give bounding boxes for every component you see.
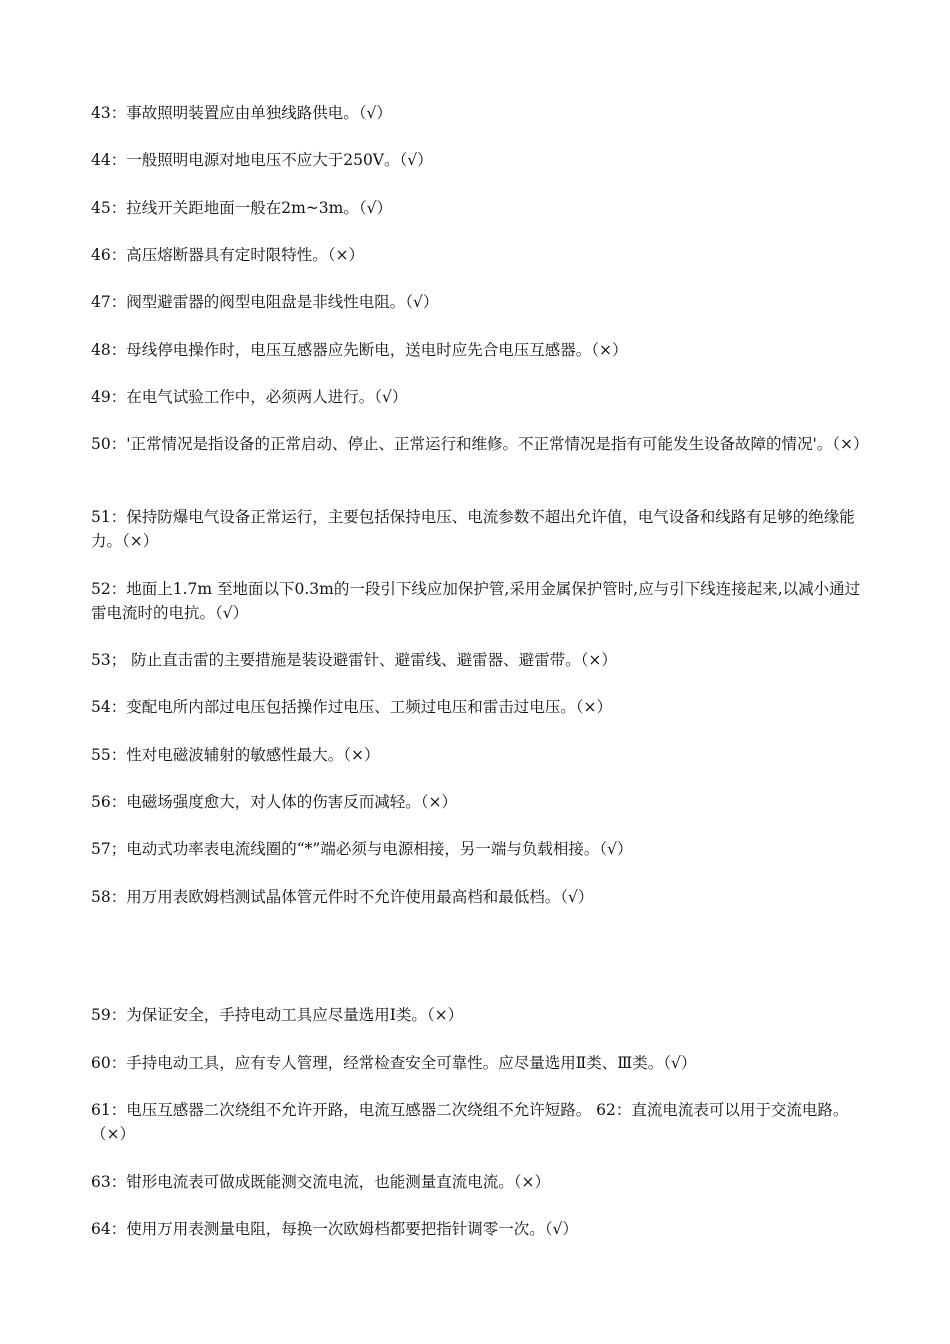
question-56: 56：电磁场强度愈大，对人体的伤害反而减轻。（×） (91, 793, 457, 811)
question-47: 47：阀型避雷器的阀型电阻盘是非线性电阻。（√） (91, 293, 439, 311)
question-53: 53； 防止直击雷的主要措施是装设避雷针、避雷线、避雷器、避雷带。（×） (91, 651, 617, 669)
question-49: 49：在电气试验工作中，必须两人进行。（√） (91, 388, 408, 406)
question-51: 51：保持防爆电气设备正常运行，主要包括保持电压、电流参数不超出允许值，电气设备和线路有足够的绝缘能力。（×） (91, 508, 855, 550)
question-54: 54：变配电所内部过电压包括操作过电压、工频过电压和雷击过电压。（×） (91, 698, 612, 716)
question-58: 58：用万用表欧姆档测试晶体管元件时不允许使用最高档和最低档。（√） (91, 888, 594, 906)
question-60: 60：手持电动工具，应有专人管理，经常检查安全可靠性。应尽量选用Ⅱ类、Ⅲ类。（√） (91, 1054, 697, 1072)
question-61-62: 61：电压互感器二次绕组不允许开路，电流互感器二次绕组不允许短路。 62：直流电流表可以用于交流电路。（×） (91, 1101, 849, 1143)
question-52: 52：地面上1.7m 至地面以下0.3m的一段引下线应加保护管,采用金属保护管时,应与引下线连接起来,以减小通过雷电流时的电抗。（√） (91, 580, 861, 622)
question-45: 45：拉线开关距地面一般在2m~3m。（√） (91, 199, 392, 217)
question-64: 64：使用万用表测量电阻，每换一次欧姆档都要把指针调零一次。（√） (91, 1220, 578, 1238)
question-63: 63：钳形电流表可做成既能测交流电流，也能测量直流电流。（×） (91, 1173, 550, 1191)
question-48: 48：母线停电操作时，电压互感器应先断电，送电时应先合电压互感器。（×） (91, 341, 628, 359)
question-46: 46：高压熔断器具有定时限特性。（×） (91, 246, 364, 264)
question-43: 43：事故照明装置应由单独线路供电。（√） (91, 104, 392, 122)
question-59: 59：为保证安全，手持电动工具应尽量选用Ⅰ类。（×） (91, 1006, 464, 1024)
question-44: 44：一般照明电源对地电压不应大于250V。（√） (91, 151, 433, 169)
question-57: 57；电动式功率表电流线圈的“*”端必须与电源相接，另一端与负载相接。（√） (91, 840, 633, 858)
question-55: 55：性对电磁波辅射的敏感性最大。（×） (91, 746, 380, 764)
question-50: 50：'正常情况是指设备的正常启动、停止、正常运行和维修。不正常情况是指有可能发生设备故障的情况'。（×） (91, 435, 869, 453)
